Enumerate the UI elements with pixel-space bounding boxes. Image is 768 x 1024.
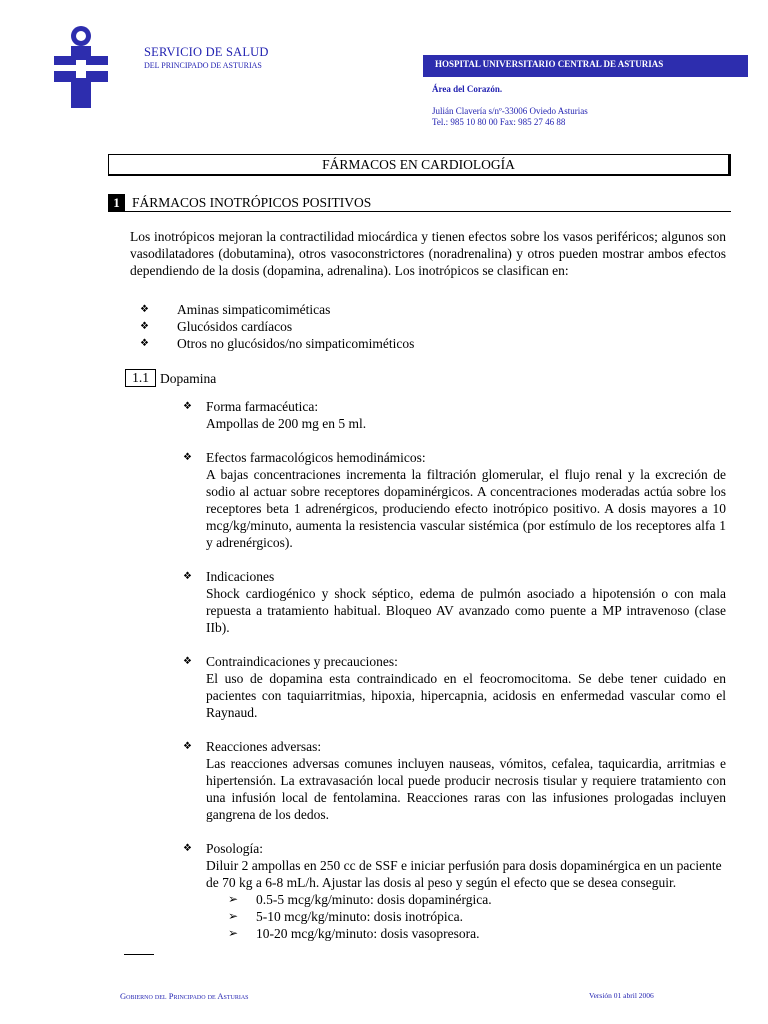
- footnote-rule: [124, 954, 154, 955]
- block-text: A bajas concentraciones incrementa la filtración glomerular, el flujo renal y la excreción de sodio al actuar sobre receptores dopaminérgicos. A concentraciones moderadas actúa sobre los receptores beta 1 adrenérgicos, produciendo efecto inotrópico positivo. A dosis mayores a 10 mcg/kg/minuto, aumenta la resistencia vascular sistémica (por estímulo de los receptores alfa 1 y adrenérgicos).: [206, 467, 726, 550]
- diamond-bullet-icon: ❖: [140, 338, 149, 349]
- arrow-bullet-icon: ➢: [228, 892, 239, 906]
- address-line: Julián Clavería s/nº-33006 Oviedo Asturias: [432, 106, 588, 116]
- dose-item: ➢ 10-20 mcg/kg/minuto: dosis vasopresora.: [228, 926, 480, 941]
- address-block: [432, 106, 588, 128]
- block-heading: Posología:: [206, 841, 264, 856]
- block-text: Las reacciones adversas comunes incluyen nauseas, vómitos, cefalea, taquicardia, arritmias e hipertensión. La extravasación local puede producir necrosis tisular y requiere tratamiento con una infusión local de fentolamina. Reacciones raras con las infusiones prologadas incluyen gangrena de los dedos.: [206, 756, 726, 822]
- info-block: [180, 449, 726, 551]
- subsection-title: Dopamina: [160, 371, 217, 386]
- section-rule: [108, 211, 731, 212]
- diamond-bullet-icon: ❖: [183, 656, 192, 667]
- info-block: [180, 398, 726, 432]
- block-heading: Forma farmacéutica:: [206, 399, 319, 414]
- hospital-banner: HOSPITAL UNIVERSITARIO CENTRAL DE ASTURIAS: [423, 55, 748, 77]
- dopamine-info-list: [180, 398, 726, 959]
- list-item: ❖ Aminas simpaticomiméticas: [140, 302, 331, 317]
- diamond-bullet-icon: ❖: [183, 571, 192, 582]
- dose-item: ➢ 0.5-5 mcg/kg/minuto: dosis dopaminérgica.: [228, 892, 492, 907]
- block-heading: Efectos farmacológicos hemodinámicos:: [206, 450, 426, 465]
- cross-logo-icon: [54, 24, 108, 108]
- block-heading: Contraindicaciones y precauciones:: [206, 654, 398, 669]
- posology-block: [180, 840, 726, 942]
- phone-line: Tel.: 985 10 80 00 Fax: 985 27 46 88: [432, 117, 566, 127]
- org-name: SERVICIO DE SALUD: [144, 45, 269, 59]
- diamond-bullet-icon: ❖: [183, 843, 192, 854]
- block-text: Diluir 2 ampollas en 250 cc de SSF e iniciar perfusión para dosis dopaminérgica en un paciente de 70 kg a 6-8 mL/h. Ajustar las dosis al peso y según el efecto que se desea conseguir.: [206, 858, 722, 890]
- org-subtitle: DEL PRINCIPADO DE ASTURIAS: [144, 61, 262, 70]
- block-text: Ampollas de 200 mg en 5 ml.: [206, 416, 367, 431]
- info-block: [180, 653, 726, 721]
- diamond-bullet-icon: ❖: [140, 304, 149, 315]
- info-block: [180, 738, 726, 823]
- document-title: FÁRMACOS EN CARDIOLOGÍA: [108, 154, 731, 176]
- dose-list: [206, 891, 726, 942]
- arrow-bullet-icon: ➢: [228, 909, 239, 923]
- intro-paragraph: Los inotrópicos mejoran la contractilidad miocárdica y tienen efectos sobre los vasos periféricos; algunos son vasodilatadores (dobutamina), otros vasoconstrictores (noradrenalina) y otros pueden mostrar ambos efectos dependiendo de la dosis (dopamina, adrenalina). Los inotrópicos se clasifican en:: [130, 229, 726, 278]
- block-heading: Indicaciones: [206, 569, 275, 584]
- diamond-bullet-icon: ❖: [183, 401, 192, 412]
- section-title: FÁRMACOS INOTRÓPICOS POSITIVOS: [132, 195, 372, 210]
- diamond-bullet-icon: ❖: [140, 321, 149, 332]
- info-block: [180, 568, 726, 636]
- arrow-bullet-icon: ➢: [228, 926, 239, 940]
- inotropic-class-list: [130, 301, 630, 352]
- block-text: El uso de dopamina esta contraindicado en el feocromocitoma. Se debe tener cuidado en pacientes con taquiarritmias, hipoxia, hipercapnia, acidosis en enfermedad vascular como el Raynaud.: [206, 671, 726, 720]
- list-item: ❖ Glucósidos cardíacos: [140, 319, 293, 334]
- footer-organization: Gobierno del Principado de Asturias: [120, 991, 249, 1001]
- block-heading: Reacciones adversas:: [206, 739, 322, 754]
- dose-item: ➢ 5-10 mcg/kg/minuto: dosis inotrópica.: [228, 909, 463, 924]
- section-number: 1: [108, 194, 125, 212]
- list-item: ❖ Otros no glucósidos/no simpaticomiméticos: [140, 336, 415, 351]
- subsection-number: 1.1: [125, 369, 156, 387]
- footer-version: Versión 01 abril 2006: [589, 991, 654, 1000]
- block-text: Shock cardiogénico y shock séptico, edema de pulmón asociado a hipotensión o con mala repuesta a tratamiento habitual. Bloqueo AV avanzado como puente a MP intravenoso (clase IIb).: [206, 586, 726, 635]
- diamond-bullet-icon: ❖: [183, 452, 192, 463]
- diamond-bullet-icon: ❖: [183, 741, 192, 752]
- area-label: Área del Corazón.: [432, 84, 503, 94]
